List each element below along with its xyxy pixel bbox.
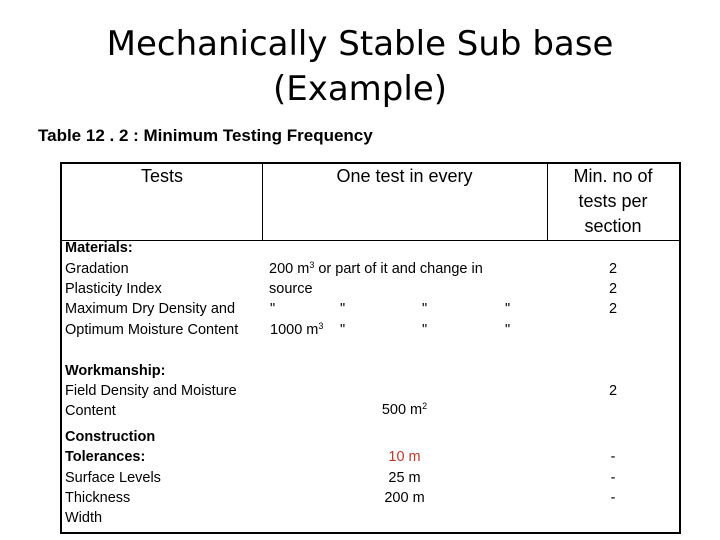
- ditto-mark: ": [422, 301, 428, 317]
- ditto-mark: ": [270, 301, 276, 317]
- materials-frequency-line-1: [269, 259, 483, 280]
- header-underline: [62, 240, 679, 241]
- materials-item-gradation: Gradation: [65, 261, 129, 277]
- materials-frequency-value: 200 m: [269, 261, 310, 277]
- materials-min-value: 2: [608, 281, 618, 297]
- materials-min-value: 2: [608, 261, 618, 277]
- workmanship-min-value: 2: [608, 383, 618, 399]
- materials-item-omc: Optimum Moisture Content: [65, 322, 239, 338]
- workmanship-item-line-1: Field Density and Moisture: [65, 383, 237, 399]
- ditto-mark: ": [422, 322, 428, 338]
- materials-min-value: 2: [608, 301, 618, 317]
- header-tests: Tests: [140, 166, 183, 186]
- materials-frequency-line-4: [270, 320, 323, 341]
- materials-frequency-unit-exponent-2: 3: [318, 321, 324, 331]
- tolerances-frequency-thickness: 25 m: [388, 470, 421, 486]
- materials-frequency-unit-exponent: 3: [309, 260, 315, 270]
- ditto-mark: ": [505, 301, 511, 317]
- workmanship-item-line-2: Content: [65, 403, 116, 419]
- slide-title-line-1: Mechanically Stable Sub base: [106, 24, 614, 64]
- slide-title: [0, 22, 720, 112]
- header-frequency: One test in every: [336, 166, 473, 186]
- header-min-line-1: Min. no of: [573, 166, 653, 186]
- tolerances-item-thickness: Thickness: [65, 490, 131, 506]
- workmanship-heading: Workmanship:: [65, 363, 166, 379]
- materials-heading: Materials:: [65, 240, 133, 256]
- ditto-mark: ": [340, 322, 346, 338]
- tolerances-frequency-width: 200 m: [384, 490, 425, 506]
- materials-item-plasticity: Plasticity Index: [65, 281, 162, 297]
- materials-frequency-line-2: source: [269, 281, 313, 297]
- ditto-mark: ": [505, 322, 511, 338]
- tolerances-heading-line-1: Construction: [65, 429, 156, 445]
- tolerances-frequency-surface-levels: 10 m: [388, 449, 421, 465]
- materials-item-mdd: Maximum Dry Density and: [65, 301, 236, 317]
- workmanship-frequency-unit-exponent: 2: [422, 401, 428, 411]
- slide-title-line-2: (Example): [272, 69, 448, 109]
- tolerances-item-width: Width: [65, 510, 103, 526]
- tolerances-heading-line-2: Tolerances:: [65, 449, 146, 465]
- tolerances-min-value: -: [610, 470, 616, 486]
- header-min-line-3: section: [584, 216, 642, 236]
- ditto-mark: ": [340, 301, 346, 317]
- materials-frequency-rest: or part of it and change in: [314, 261, 483, 277]
- tolerances-min-value: -: [610, 490, 616, 506]
- header-min-line-2: tests per: [578, 191, 648, 211]
- testing-frequency-table: [60, 162, 681, 534]
- tolerances-min-value: -: [610, 449, 616, 465]
- header-min-tests: [547, 164, 679, 239]
- tolerances-item-surface-levels: Surface Levels: [65, 470, 161, 486]
- workmanship-frequency-value: 500 m: [381, 402, 423, 418]
- table-caption: Table 12 . 2 : Minimum Testing Frequency: [38, 126, 373, 145]
- workmanship-frequency: [262, 400, 547, 421]
- materials-frequency-value-2: 1000 m: [270, 322, 319, 338]
